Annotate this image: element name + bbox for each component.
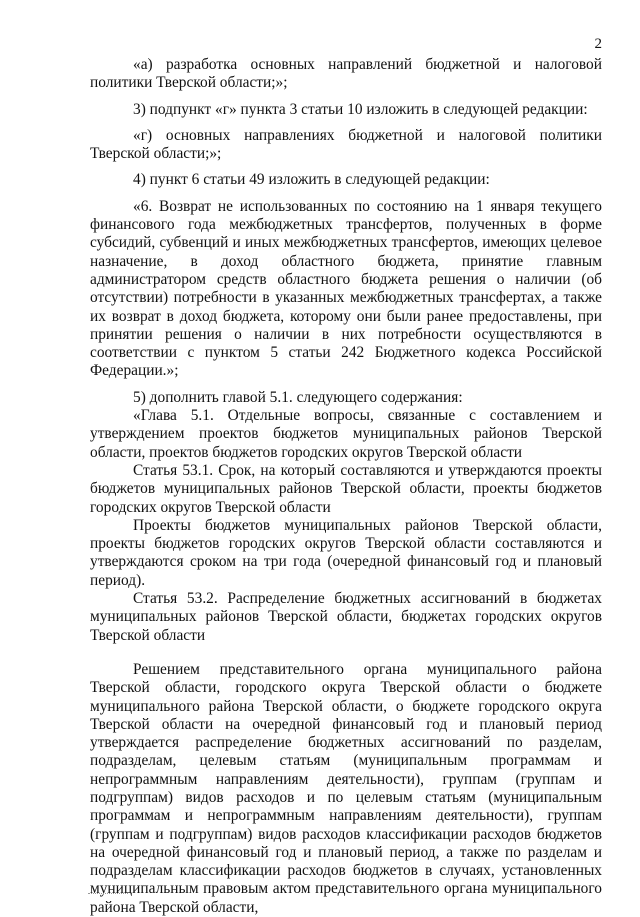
article-53-2-heading: Статья 53.2. Распределение бюджетных ассигнований в бюджетах муниципальных районов Тверской области, бюджетах городских округов Тверской области — [90, 590, 602, 644]
page-number: 2 — [594, 36, 602, 52]
paragraph-subpoint-a-text: «а) разработка основных направлений бюджетной и налоговой политики Тверской области;»; — [90, 56, 602, 92]
article-53-1-text: Проекты бюджетов муниципальных районов Тверской области, проекты бюджетов городских округов Тверской области составляются и утверждаются сроком на три года (очередной финансовый год и плановый период). — [90, 516, 602, 589]
chapter-5-1-heading: «Глава 5.1. Отдельные вопросы, связанные с составлением и утверждением проектов бюджетов муниципальных районов Тверской области, проектов бюджетов городских округов Тверской области — [90, 407, 602, 461]
article-53-2-text: Решением представительного органа муниципального района Тверской области, городского округа Тверской области о бюджете муниципального района Тверской области, о бюджете городского округа Тверской области на очередной финансовый год и плановый период утверждается распределение бюджетных ассигнований по разделам, подразделам, целевым статьям (муниципальным программам и непрограммным направлениям деятельности), группам (группам и подгруппам) видов расходов и по целевым статьям (муниципальным программам и непрограммным направлениям деятельности), группам (группам и подгруппам) видов расходов классификации расходов бюджетов на очередной финансовый год и плановый период, а также по разделам и подразделам классификации расходов бюджетов в случаях, установленных муниципальным правовым актом представительного органа муниципального района Тверской области, — [90, 660, 602, 916]
article-53-1-heading: Статья 53.1. Срок, на который составляются и утверждаются проекты бюджетов муниципальных районов Тверской области, проекты бюджетов городских округов Тверской области — [90, 461, 602, 516]
paragraph-article-49-point-6: «6. Возврат не использованных по состоянию на 1 января текущего финансового года межбюджетных трансфертов, полученных в форме субсидий, субвенций и иных межбюджетных трансфертов, имеющих целевое назначение, в доход областного бюджета, принятие главным администратором средств областного бюджета решения о наличии (об отсутствии) потребности в указанных межбюджетных трансфертах, а также их возврат в доход бюджета, которому они были ранее предоставлены, при принятии решения о наличии в них потребности осуществляются в соответствии с пунктом 5 статьи 242 Бюджетного кодекса Российской Федерации.»; — [90, 197, 602, 380]
scan-artifact-line — [88, 893, 128, 894]
paragraph-amendment-5: 5) дополнить главой 5.1. следующего содержания: — [133, 388, 463, 406]
paragraph-subpoint-g-text: «г) основных направлениях бюджетной и налоговой политики Тверской области;»; — [90, 126, 602, 163]
document-body — [90, 56, 602, 917]
paragraph-amendment-3: 3) подпункт «г» пункта 3 статьи 10 изложить в следующей редакции: — [133, 100, 588, 118]
paragraph-amendment-4: 4) пункт 6 статьи 49 изложить в следующей редакции: — [133, 171, 490, 189]
